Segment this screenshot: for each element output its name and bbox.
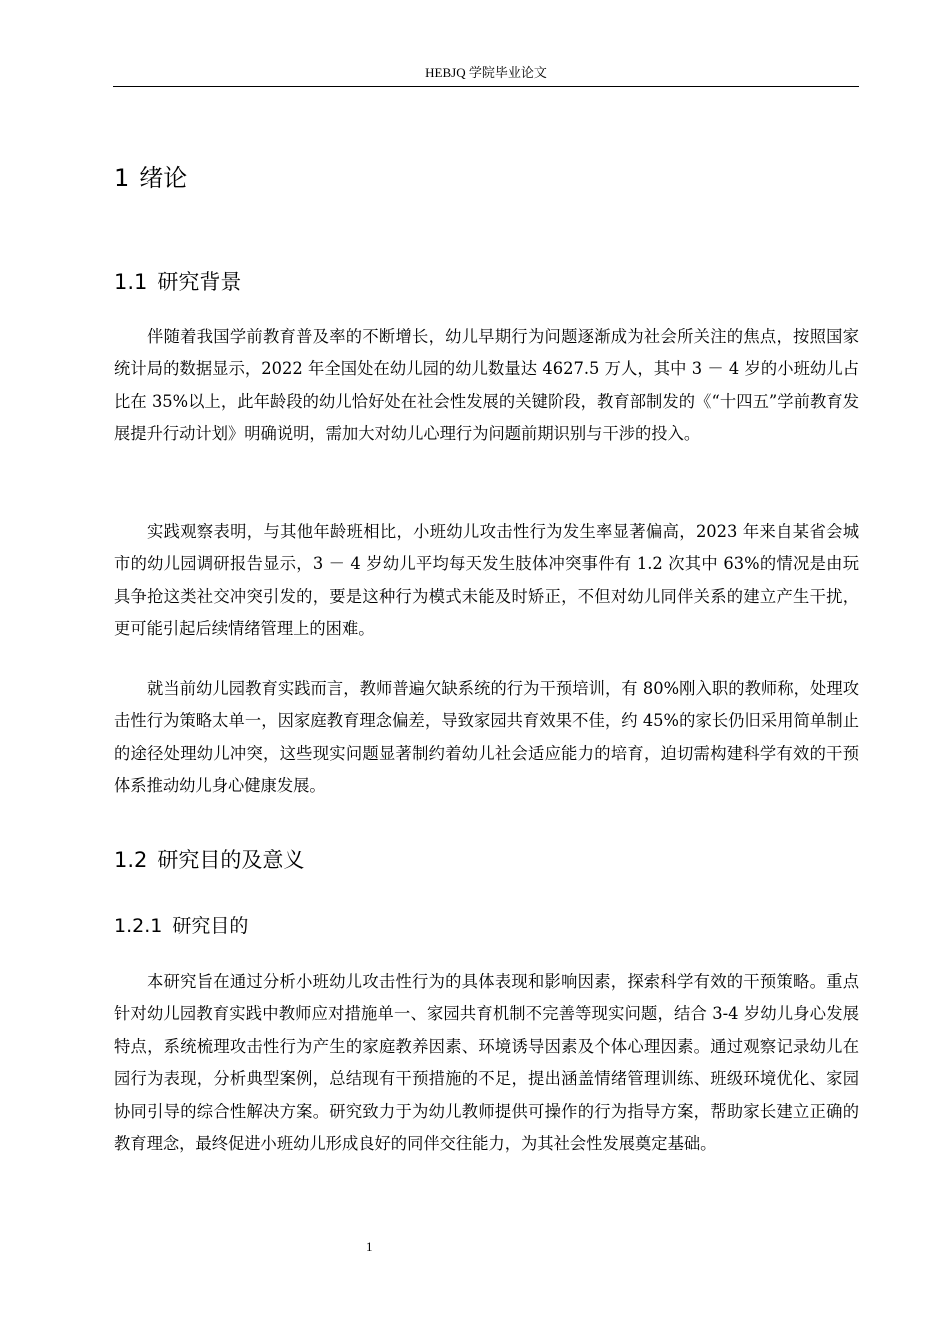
header-rule xyxy=(113,86,859,87)
running-header: HEBJQ 学院毕业论文 xyxy=(425,65,547,80)
paragraph-background-2: 实践观察表明，与其他年龄班相比，小班幼儿攻击性行为发生率显著偏高，2023 年来自某省会城市的幼儿园调研报告显示，3 － 4 岁幼儿平均每天发生肢体冲突事件有 1.2 次其中 63%的情况是由玩具争抢这类社交冲突引发的，要是这种行为模式未能及时矫正，不但对幼儿同伴关系的建立产生干扰，更可能引起后续情绪管理上的困难。 xyxy=(114,522,859,639)
chapter-number: 1 xyxy=(114,164,130,192)
chapter-title: 绪论 xyxy=(139,164,188,192)
chapter-heading xyxy=(114,160,187,196)
page-number: 1 xyxy=(366,1239,373,1254)
section-title: 研究背景 xyxy=(157,270,242,294)
section-title: 研究目的及意义 xyxy=(157,848,305,872)
subsection-title: 研究目的 xyxy=(172,915,249,937)
section-heading-1-2 xyxy=(114,843,304,877)
section-number: 1.1 xyxy=(114,270,148,294)
paragraph-purpose: 本研究旨在通过分析小班幼儿攻击性行为的具体表现和影响因素，探索科学有效的干预策略。重点针对幼儿园教育实践中教师应对措施单一、家园共育机制不完善等现实问题，结合 3-4 岁幼儿身心发展特点，系统梳理攻击性行为产生的家庭教养因素、环境诱导因素及个体心理因素。通过观察记录幼儿在园行为表现，分析典型案例，总结现有干预措施的不足，提出涵盖情绪管理训练、班级环境优化、家园协同引导的综合性解决方案。研究致力于为幼儿教师提供可操作的行为指导方案，帮助家长建立正确的教育理念，最终促进小班幼儿形成良好的同伴交往能力，为其社会性发展奠定基础。 xyxy=(114,972,859,1154)
subsection-heading-1-2-1 xyxy=(114,910,248,942)
paragraph-background-1: 伴随着我国学前教育普及率的不断增长，幼儿早期行为问题逐渐成为社会所关注的焦点，按照国家统计局的数据显示，2022 年全国处在幼儿园的幼儿数量达 4627.5 万人，其中 3 － 4 岁的小班幼儿占比在 35%以上，此年龄段的幼儿恰好处在社会性发展的关键阶段，教育部制发的《“十四五”学前教育发展提升行动计划》明确说明，需加大对幼儿心理行为问题前期识别与干涉的投入。 xyxy=(114,327,859,444)
section-heading-1-1 xyxy=(114,265,241,299)
section-number: 1.2 xyxy=(114,848,148,872)
paragraph-background-3: 就当前幼儿园教育实践而言，教师普遍欠缺系统的行为干预培训，有 80%刚入职的教师称，处理攻击性行为策略太单一，因家庭教育理念偏差，导致家园共育效果不佳，约 45%的家长仍旧采用简单制止的途径处理幼儿冲突，这些现实问题显著制约着幼儿社会适应能力的培育，迫切需构建科学有效的干预体系推动幼儿身心健康发展。 xyxy=(114,679,859,796)
subsection-number: 1.2.1 xyxy=(114,915,163,937)
